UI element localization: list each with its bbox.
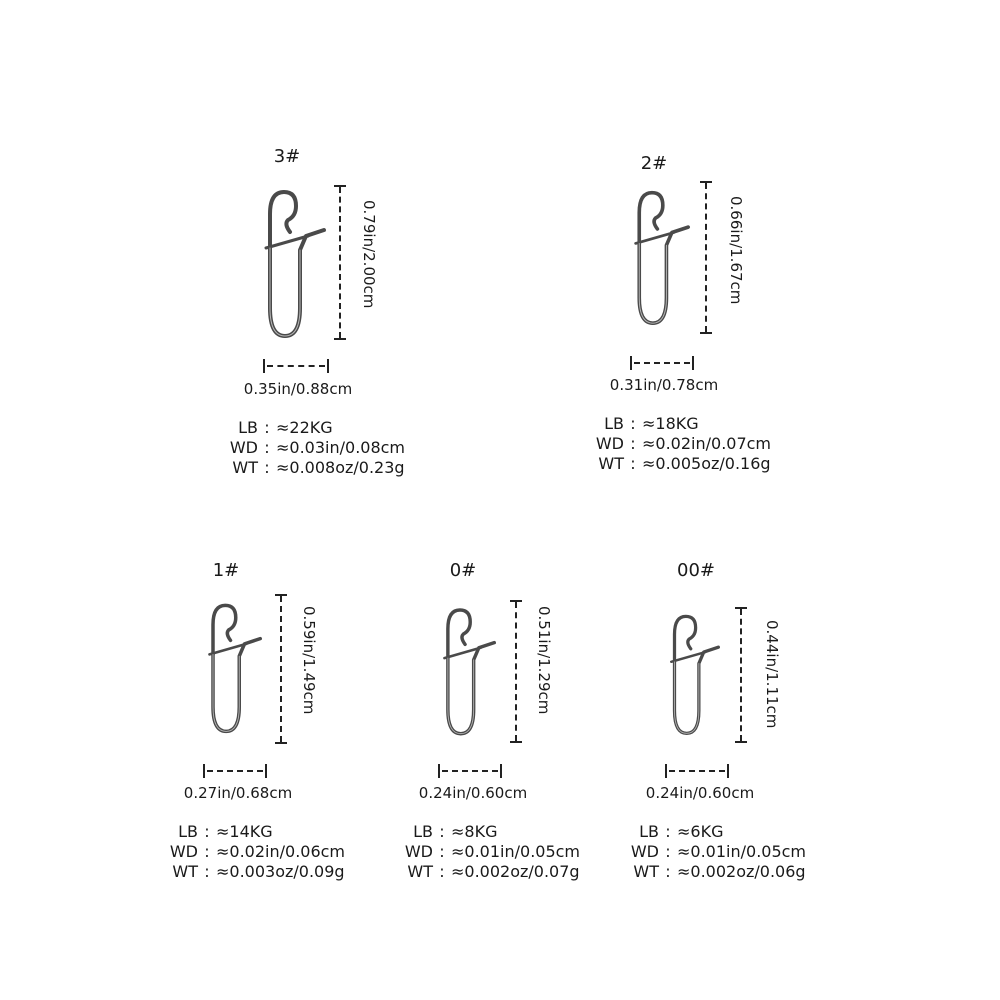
spec-value: ≈14KG <box>216 822 273 841</box>
snap-clip-icon <box>206 595 262 740</box>
spec-value: ≈22KG <box>276 418 333 437</box>
width-value: 0.35in/0.88cm <box>243 380 353 398</box>
height-value: 0.66in/1.67cm <box>727 196 745 305</box>
height-dimension <box>700 181 712 334</box>
spec-value: ≈8KG <box>451 822 498 841</box>
spec-row-wt: WT : ≈0.005oz/0.16g <box>584 454 771 474</box>
size-label: 00# <box>677 560 715 581</box>
spec-row-wd: WD : ≈0.02in/0.07cm <box>584 434 771 454</box>
height-dimension <box>275 594 287 744</box>
spec-key: LB <box>178 822 198 841</box>
spec-row-wt: WT : ≈0.003oz/0.09g <box>158 862 345 882</box>
snap-clip-icon <box>441 601 496 741</box>
width-dimension <box>263 359 329 371</box>
spec-list <box>218 418 405 478</box>
size-label: 2# <box>640 153 668 174</box>
spec-key: WD <box>595 434 624 453</box>
spec-row-wd: WD : ≈0.03in/0.08cm <box>218 438 405 458</box>
spec-key: WD <box>404 842 433 861</box>
spec-list <box>158 822 345 882</box>
spec-key: WT <box>598 454 624 473</box>
height-dimension <box>735 607 747 743</box>
spec-row-wt: WT : ≈0.002oz/0.06g <box>619 862 806 882</box>
snap-clip-icon <box>632 182 690 332</box>
spec-key: LB <box>238 418 258 437</box>
spec-value: ≈0.02in/0.06cm <box>216 842 346 861</box>
height-value: 0.59in/1.49cm <box>300 606 318 715</box>
spec-value: ≈0.002oz/0.06g <box>677 862 806 881</box>
width-dimension <box>630 356 694 368</box>
spec-key: LB <box>413 822 433 841</box>
spec-row-wd: WD : ≈0.01in/0.05cm <box>619 842 806 862</box>
spec-key: WT <box>232 458 258 477</box>
height-value: 0.44in/1.11cm <box>763 620 781 729</box>
spec-list <box>619 822 806 882</box>
spec-key: WT <box>172 862 198 881</box>
height-value: 0.51in/1.29cm <box>535 606 553 715</box>
snap-clip-icon <box>262 188 326 338</box>
width-value: 0.27in/0.68cm <box>183 784 293 802</box>
spec-value: ≈0.005oz/0.16g <box>642 454 771 473</box>
spec-key: LB <box>604 414 624 433</box>
spec-value: ≈0.008oz/0.23g <box>276 458 405 477</box>
height-value: 0.79in/2.00cm <box>360 200 378 309</box>
spec-row-lb: LB : ≈22KG <box>218 418 405 438</box>
width-value: 0.24in/0.60cm <box>645 784 755 802</box>
spec-key: WD <box>229 438 258 457</box>
spec-row-lb: LB : ≈18KG <box>584 414 771 434</box>
size-label: 1# <box>212 560 240 581</box>
spec-row-lb: LB : ≈8KG <box>393 822 580 842</box>
width-value: 0.24in/0.60cm <box>418 784 528 802</box>
spec-key: WD <box>169 842 198 861</box>
spec-row-wd: WD : ≈0.01in/0.05cm <box>393 842 580 862</box>
spec-list <box>584 414 771 474</box>
spec-value: ≈0.02in/0.07cm <box>642 434 772 453</box>
width-dimension <box>438 764 502 776</box>
spec-value: ≈0.03in/0.08cm <box>276 438 406 457</box>
spec-value: ≈0.01in/0.05cm <box>451 842 581 861</box>
spec-key: WT <box>633 862 659 881</box>
height-dimension <box>334 185 346 340</box>
spec-key: LB <box>639 822 659 841</box>
spec-list <box>393 822 580 882</box>
spec-value: ≈0.002oz/0.07g <box>451 862 580 881</box>
width-dimension <box>203 764 267 776</box>
spec-row-wd: WD : ≈0.02in/0.06cm <box>158 842 345 862</box>
spec-row-lb: LB : ≈14KG <box>158 822 345 842</box>
spec-value: ≈0.003oz/0.09g <box>216 862 345 881</box>
height-dimension <box>510 600 522 743</box>
spec-key: WD <box>630 842 659 861</box>
spec-row-wt: WT : ≈0.008oz/0.23g <box>218 458 405 478</box>
spec-value: ≈18KG <box>642 414 699 433</box>
size-label: 3# <box>273 146 301 167</box>
spec-value: ≈0.01in/0.05cm <box>677 842 807 861</box>
snap-clip-icon <box>668 608 720 740</box>
spec-key: WT <box>407 862 433 881</box>
spec-row-wt: WT : ≈0.002oz/0.07g <box>393 862 580 882</box>
width-value: 0.31in/0.78cm <box>609 376 719 394</box>
width-dimension <box>665 764 729 776</box>
spec-value: ≈6KG <box>677 822 724 841</box>
spec-row-lb: LB : ≈6KG <box>619 822 806 842</box>
size-label: 0# <box>449 560 477 581</box>
